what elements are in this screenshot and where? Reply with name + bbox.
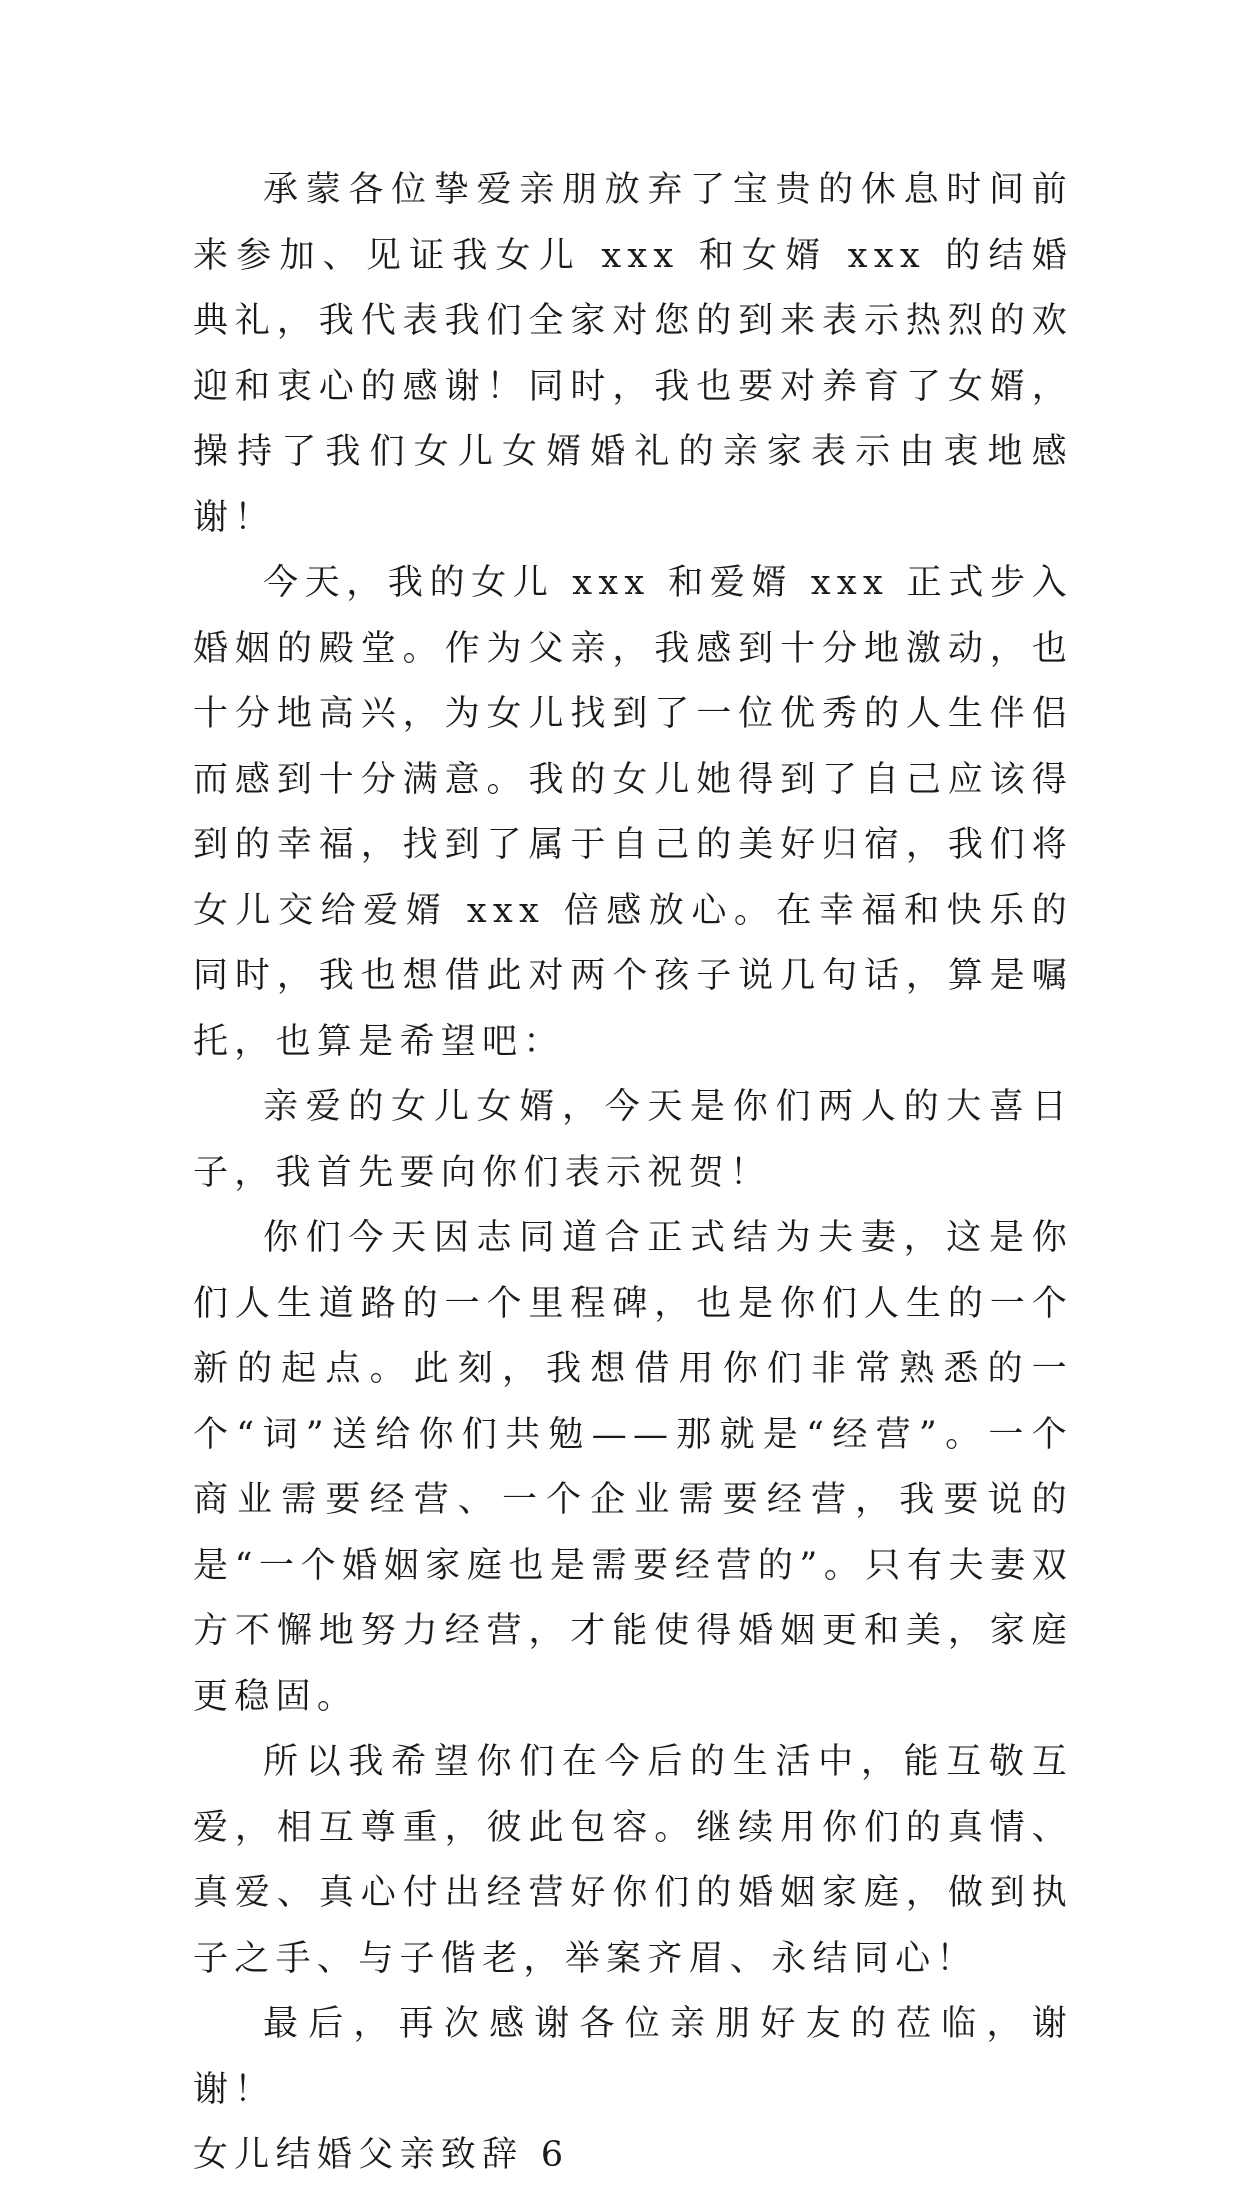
- paragraph-marriage-management: 你们今天因志同道合正式结为夫妻，这是你们人生道路的一个里程碑，也是你们人生的一个新的起点。此刻，我想借用你们非常熟悉的一个“词”送给你们共勉——那就是“经营”。一个商业需要经营、一个企业需要经营，我要说的是“一个婚姻家庭也是需要经营的”。只有夫妻双方不懈地努力经营，才能使得婚姻更和美，家庭更稳固。: [193, 1218, 1073, 1717]
- paragraph-thanks-guests: 承蒙各位挚爱亲朋放弃了宝贵的休息时间前来参加、见证我女儿 xxx 和女婿 xxx 的结婚典礼，我代表我们全家对您的到来表示热烈的欢迎和衷心的感谢！同时，我也要对养育了女婿，操持了我们女儿女婿婚礼的亲家表示由衷地感谢！: [193, 170, 1073, 538]
- paragraph-congratulations: 亲爱的女儿女婿，今天是你们两人的大喜日子，我首先要向你们表示祝贺！: [193, 1087, 1073, 1193]
- paragraph-father-feelings: 今天，我的女儿 xxx 和爱婿 xxx 正式步入婚姻的殿堂。作为父亲，我感到十分地激动，也十分地高兴，为女儿找到了一位优秀的人生伴侣而感到十分满意。我的女儿她得到了自己应该得到的幸福，找到了属于自己的美好归宿，我们将女儿交给爱婿 xxx 倍感放心。在幸福和快乐的同时，我也想借此对两个孩子说几句话，算是嘱托，也算是希望吧：: [193, 563, 1073, 1062]
- paragraph-wishes: 所以我希望你们在今后的生活中，能互敬互爱，相互尊重，彼此包容。继续用你们的真情、真爱、真心付出经营好你们的婚姻家庭，做到执子之手、与子偕老，举案齐眉、永结同心！: [193, 1742, 1073, 1979]
- speech-body: [193, 158, 1073, 2189]
- paragraph-closing-thanks: 最后，再次感谢各位亲朋好友的莅临，谢谢！: [193, 2004, 1073, 2110]
- next-section-heading: 女儿结婚父亲致辞 6: [193, 2135, 570, 2175]
